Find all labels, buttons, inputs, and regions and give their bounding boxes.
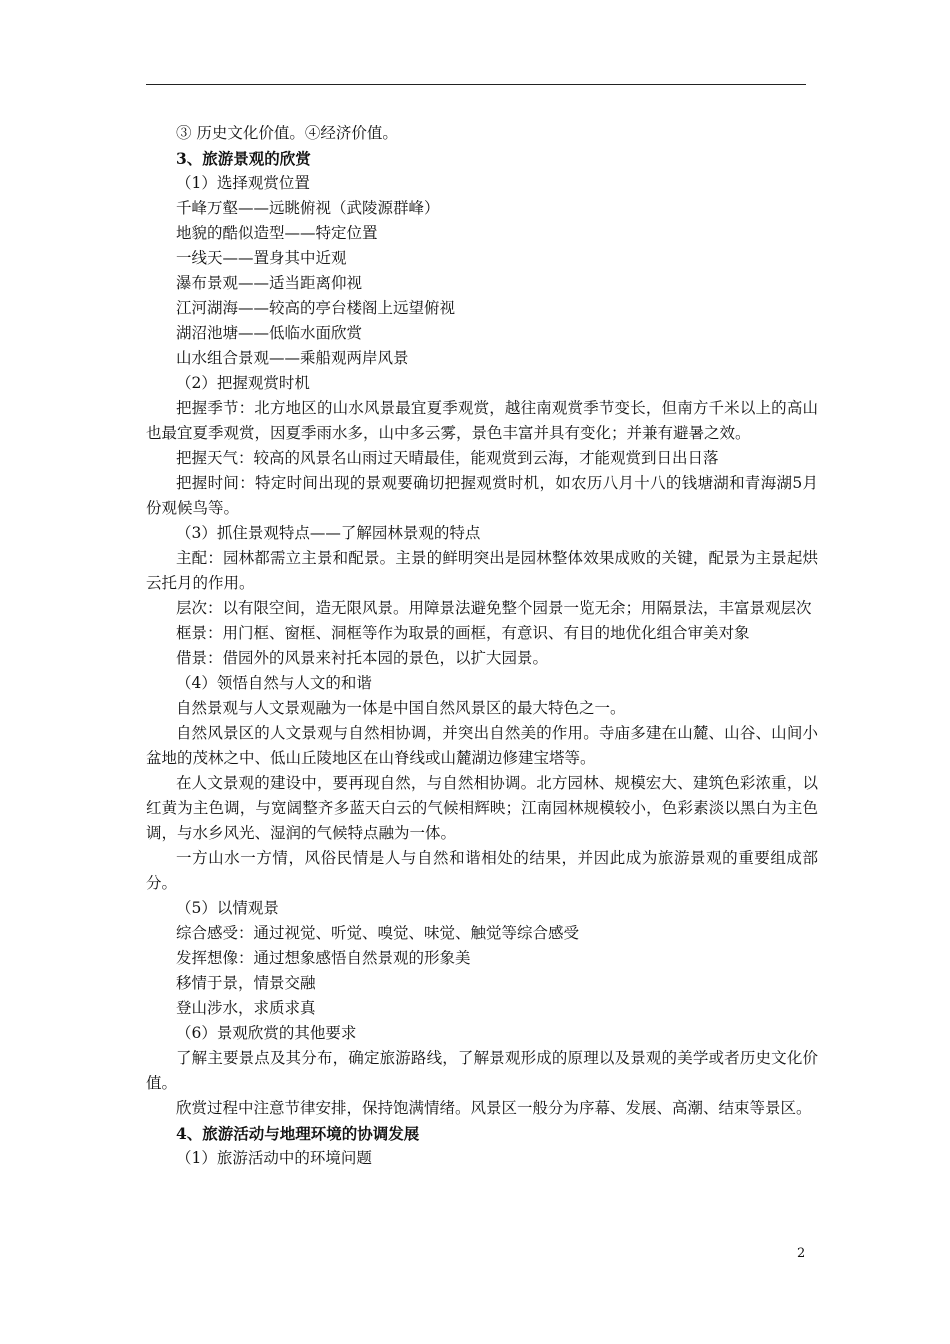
paragraph: 综合感受：通过视觉、听觉、嗅觉、味觉、触觉等综合感受 <box>176 924 580 942</box>
page-number: 2 <box>797 1246 806 1261</box>
subsection-heading: （1）选择观赏位置 <box>176 174 310 192</box>
paragraph: 自然景观与人文景观融为一体是中国自然风景区的最大特色之一。 <box>176 699 626 717</box>
paragraph: 自然风景区的人文景观与自然相协调，并突出自然美的作用。寺庙多建在山麓、山谷、山间小盆地的茂林之中、低山丘陵地区在山脊线或山麓湖边修建宝塔等。 <box>146 724 818 767</box>
text-line: 湖沼池塘——低临水面欣赏 <box>176 324 363 342</box>
text-line: 瀑布景观——适当距离仰视 <box>176 274 363 292</box>
subsection-heading: （5）以情观景 <box>176 899 279 917</box>
paragraph: 欣赏过程中注意节律安排，保持饱满情绪。风景区一般分为序幕、发展、高潮、结束等景区。 <box>176 1099 812 1117</box>
subsection-heading: （1）旅游活动中的环境问题 <box>176 1149 372 1167</box>
paragraph: 一方山水一方情，风俗民情是人与自然和谐相处的结果，并因此成为旅游景观的重要组成部分。 <box>146 849 818 892</box>
subsection-heading: （2）把握观赏时机 <box>176 374 310 392</box>
text-line: 千峰万壑——远眺俯视（武陵源群峰） <box>176 199 440 217</box>
paragraph: 发挥想像：通过想象感悟自然景观的形象美 <box>176 949 471 967</box>
paragraph: 层次：以有限空间，造无限风景。用障景法避免整个园景一览无余；用隔景法，丰富景观层次 <box>176 599 812 617</box>
paragraph: 登山涉水，求质求真 <box>176 999 316 1017</box>
paragraph: 借景：借园外的风景来衬托本园的景色，以扩大园景。 <box>176 649 549 667</box>
section-heading: 3、旅游景观的欣赏 <box>176 149 311 168</box>
subsection-heading: （3）抓住景观特点——了解园林景观的特点 <box>176 524 481 542</box>
paragraph: 了解主要景点及其分布，确定旅游路线，了解景观形成的原理以及景观的美学或者历史文化价值。 <box>146 1049 818 1092</box>
text-line: 山水组合景观——乘船观两岸风景 <box>176 349 409 367</box>
subsection-heading: （4）领悟自然与人文的和谐 <box>176 674 372 692</box>
paragraph: 主配：园林都需立主景和配景。主景的鲜明突出是园林整体效果成败的关键，配景为主景起烘云托月的作用。 <box>146 549 818 592</box>
paragraph: 把握季节：北方地区的山水风景最宜夏季观赏，越往南观赏季节变长，但南方千米以上的高山也最宜夏季观赏，因夏季雨水多，山中多云雾，景色丰富并具有变化；并兼有避暑之效。 <box>146 399 818 442</box>
text-line: 江河湖海——较高的亭台楼阁上远望俯视 <box>176 299 456 317</box>
text-line: 地貌的酷似造型——特定位置 <box>176 224 378 242</box>
section-heading: 4、旅游活动与地理环境的协调发展 <box>176 1124 420 1143</box>
paragraph: 移情于景，情景交融 <box>176 974 316 992</box>
text-line: ③ 历史文化价值。④经济价值。 <box>176 124 398 142</box>
paragraph: 在人文景观的建设中，要再现自然，与自然相协调。北方园林、规模宏大、建筑色彩浓重，以红黄为主色调，与宽阔整齐多蓝天白云的气候相辉映；江南园林规模较小，色彩素淡以黑白为主色调，与水乡风光、湿润的气候特点融为一体。 <box>146 774 818 842</box>
paragraph: 框景：用门框、窗框、洞框等作为取景的画框，有意识、有目的地优化组合审美对象 <box>176 624 750 642</box>
subsection-heading: （6）景观欣赏的其他要求 <box>176 1024 357 1042</box>
paragraph: 把握天气：较高的风景名山雨过天晴最佳，能观赏到云海，才能观赏到日出日落 <box>176 449 719 467</box>
paragraph: 把握时间：特定时间出现的景观要确切把握观赏时机，如农历八月十八的钱塘湖和青海湖5月份观候鸟等。 <box>146 474 818 517</box>
header-rule <box>146 84 806 85</box>
document-body <box>146 121 818 1171</box>
text-line: 一线天——置身其中近观 <box>176 249 347 267</box>
